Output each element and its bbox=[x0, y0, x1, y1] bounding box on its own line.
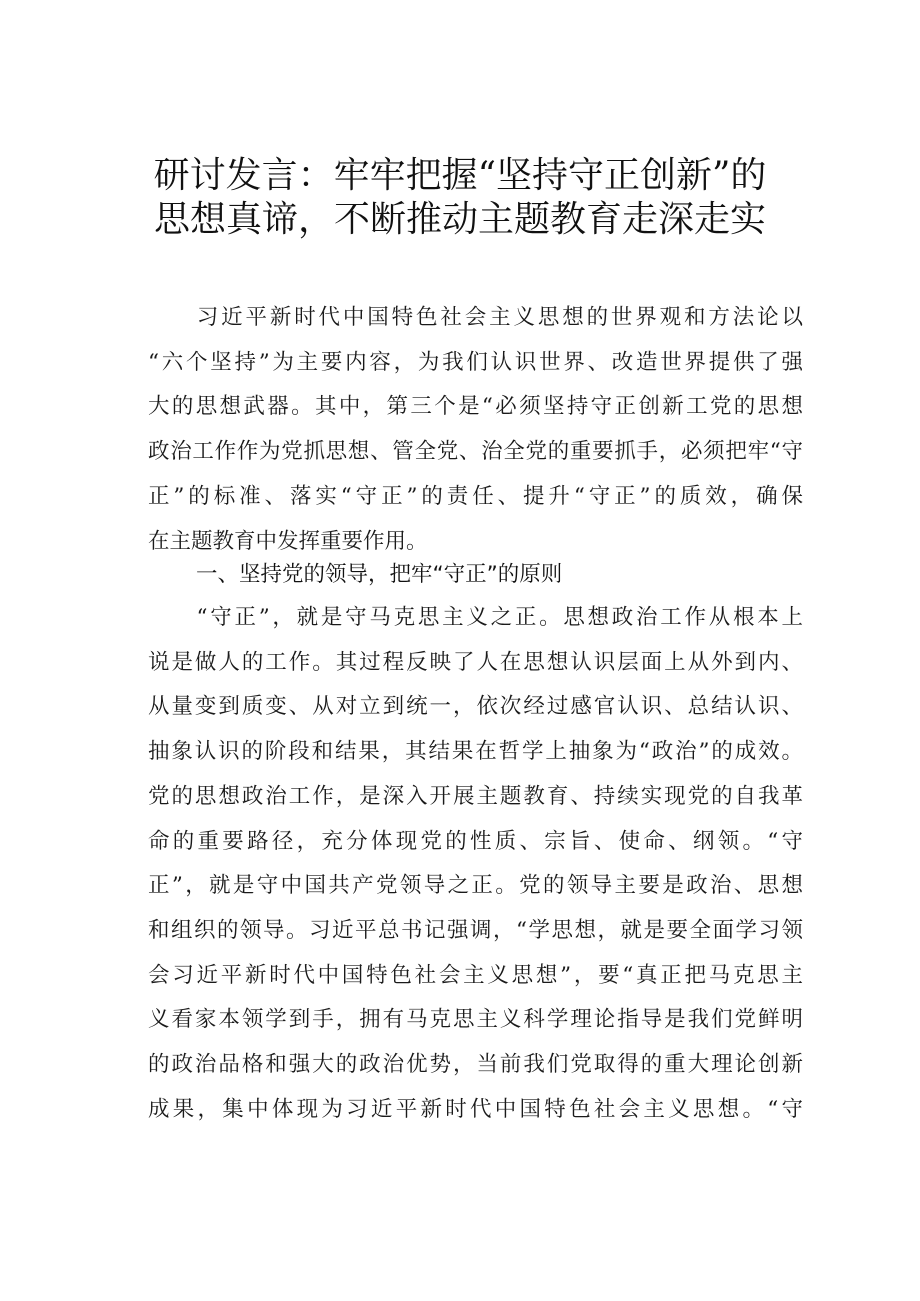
paragraph-line: 成果，集中体现为习近平新时代中国特色社会主义思想。“守 bbox=[148, 1096, 803, 1122]
paragraph-line: 习近平新时代中国特色社会主义思想的世界观和方法论以 bbox=[148, 305, 803, 330]
paragraph-line: 会习近平新时代中国特色社会主义思想”，要“真正把马克思主 bbox=[148, 962, 803, 988]
paragraph-line: 命的重要路径，充分体现党的性质、宗旨、使命、纲领。“守 bbox=[148, 828, 803, 854]
paragraph-line: 义看家本领学到手，拥有马克思主义科学理论指导是我们党鲜明 bbox=[148, 1007, 803, 1033]
paragraph-line: 正”，就是守中国共产党领导之正。党的领导主要是政治、思想 bbox=[148, 873, 803, 899]
paragraph-line: “六个坚持”为主要内容，为我们认识世界、改造世界提供了强 bbox=[148, 349, 803, 375]
title-line-1: 研讨发言：牢牢把握“坚持守正创新”的 bbox=[153, 155, 767, 196]
paragraph-line: 和组织的领导。习近平总书记强调，“学思想，就是要全面学习领 bbox=[148, 917, 803, 943]
paragraph-line: 说是做人的工作。其过程反映了人在思想认识层面上从外到内、 bbox=[148, 649, 803, 675]
paragraph-line: 大的思想武器。其中，第三个是“必须坚持守正创新工党的思想 bbox=[148, 394, 803, 420]
section-heading: 一、坚持党的领导，把牢“守正”的原则 bbox=[196, 562, 563, 587]
paragraph-line: 抽象认识的阶段和结果，其结果在哲学上抽象为“政治”的成效。 bbox=[148, 739, 803, 765]
paragraph-line: 政治工作作为党抓思想、管全党、治全党的重要抓手，必须把牢“守 bbox=[148, 439, 803, 465]
document-title bbox=[120, 154, 800, 242]
title-line-2: 思想真谛，不断推动主题教育走深走实 bbox=[153, 199, 766, 240]
paragraph-line: “守正”，就是守马克思主义之正。思想政治工作从根本上 bbox=[148, 605, 803, 630]
paragraph-line: 党的思想政治工作，是深入开展主题教育、持续实现党的自我革 bbox=[148, 783, 803, 809]
paragraph-line: 在主题教育中发挥重要作用。 bbox=[148, 528, 428, 554]
paragraph-line: 的政治品格和强大的政治优势，当前我们党取得的重大理论创新 bbox=[148, 1052, 803, 1078]
section-paragraph bbox=[148, 596, 803, 1132]
paragraph-line: 正”的标准、落实“守正”的责任、提升“守正”的质效，确保 bbox=[148, 483, 803, 509]
intro-paragraph bbox=[148, 296, 803, 564]
paragraph-line: 从量变到质变、从对立到统一，依次经过感官认识、总结认识、 bbox=[148, 694, 803, 720]
